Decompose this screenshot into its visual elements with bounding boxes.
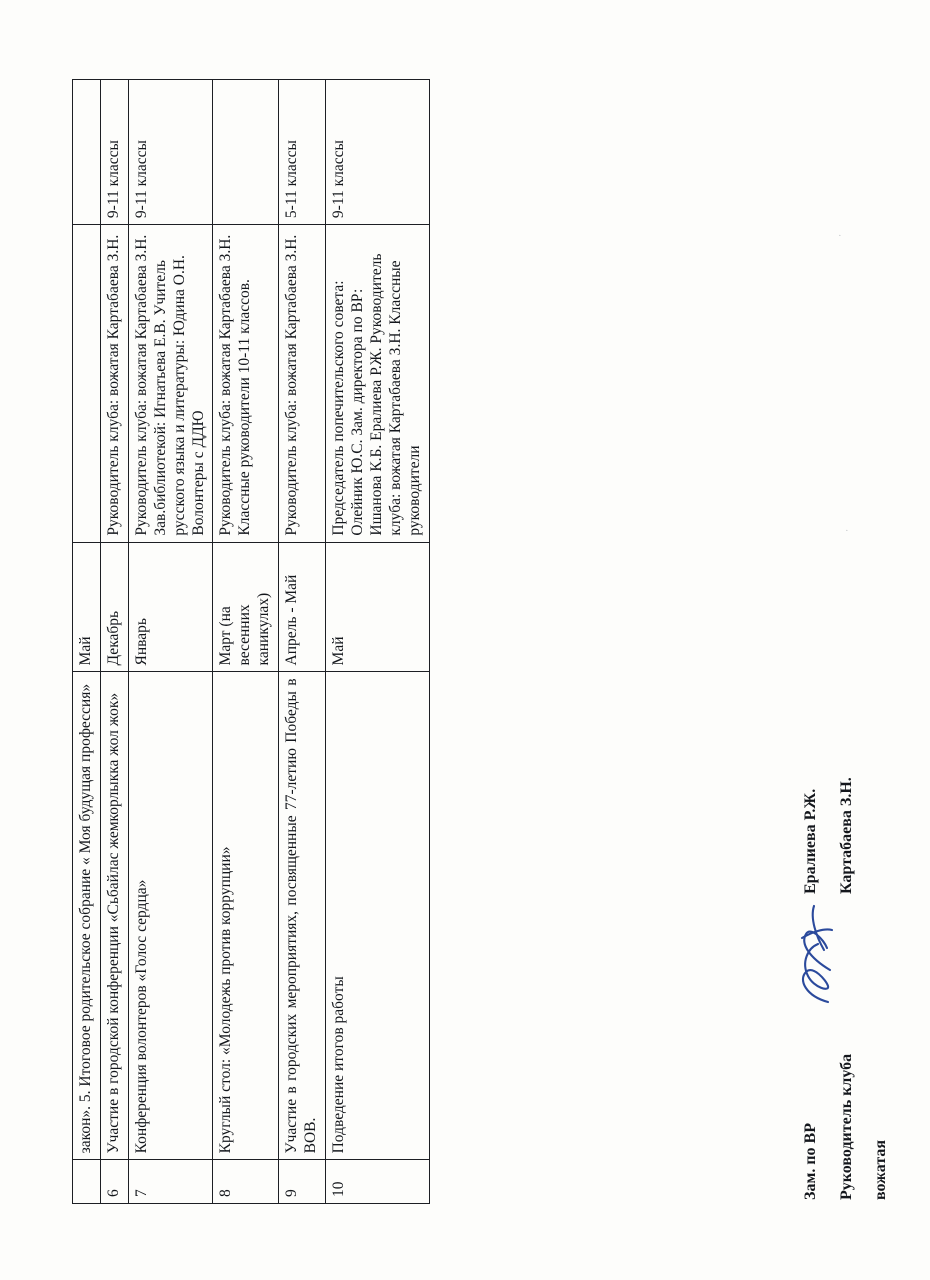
signature-role-line-1: Зам. по ВР bbox=[802, 1122, 819, 1200]
row-number-cell: 10 bbox=[325, 1160, 429, 1204]
row-date-cell: Май bbox=[73, 542, 101, 672]
row-number-cell: 8 bbox=[213, 1160, 279, 1204]
table-row bbox=[73, 80, 101, 1204]
signature-row-primary bbox=[800, 500, 834, 1200]
handwritten-signature-icon bbox=[794, 900, 834, 1010]
signature-row-tertiary bbox=[870, 500, 892, 1200]
row-event-cell: закон». 5. Итоговое родительское собрание « Моя будущая профессия» bbox=[73, 672, 101, 1160]
row-responsible-cell: Руководитель клуба: вожатая Картабаева З.Н. Зав.библиотекой: Игнатьева Е.В. Учитель русского языка и литературы: Юдина О.Н. Волонтеры с ДДЮ bbox=[128, 225, 213, 543]
row-date-cell: Март (на весенних каникулах) bbox=[213, 542, 279, 672]
row-grades-cell: 9-11 классы bbox=[325, 80, 429, 225]
signature-spacer bbox=[830, 900, 870, 1010]
row-event-cell: Участие в городской конференции «Сьбайлас жемкорлыкка жол жок» bbox=[100, 672, 128, 1160]
row-date-cell: Май bbox=[325, 542, 429, 672]
row-responsible-cell: Руководитель клуба: вожатая Картабаева З.Н. Классные руководители 10-11 классов. bbox=[213, 225, 279, 543]
row-grades-cell: 9-11 классы bbox=[128, 80, 213, 225]
signature-block bbox=[800, 500, 892, 1200]
signature-role-line-2: Руководитель клуба bbox=[838, 1053, 855, 1200]
scan-artifact-mark: · bbox=[838, 230, 842, 242]
activity-plan-table bbox=[72, 79, 430, 1204]
row-number-cell: 9 bbox=[279, 1160, 326, 1204]
table-row bbox=[325, 80, 429, 1204]
signature-name-line-1: Ералиева Р.Ж. bbox=[802, 788, 819, 894]
row-event-cell: Круглый стол: «Молодежь против коррупции» bbox=[213, 672, 279, 1160]
table-row bbox=[279, 80, 326, 1204]
table-row bbox=[128, 80, 213, 1204]
signature-name-line-2: Картабаева З.Н. bbox=[838, 777, 855, 894]
row-number-cell bbox=[73, 1160, 101, 1204]
signature-role-line-3: вожатая bbox=[872, 1139, 889, 1200]
signature-row-secondary bbox=[836, 500, 870, 1200]
table-row bbox=[100, 80, 128, 1204]
row-responsible-cell bbox=[73, 225, 101, 543]
row-grades-cell bbox=[73, 80, 101, 225]
row-event-cell: Подведение итогов работы bbox=[325, 672, 429, 1160]
row-responsible-cell: Руководитель клуба: вожатая Картабаева З.Н. bbox=[279, 225, 326, 543]
table-row bbox=[213, 80, 279, 1204]
row-event-cell: Конференция волонтеров «Голос сердца» bbox=[128, 672, 213, 1160]
row-event-cell: Участие в городских мероприятиях, посвященные 77-летию Победы в ВОВ. bbox=[279, 672, 326, 1160]
row-date-cell: Декабрь bbox=[100, 542, 128, 672]
row-grades-cell: 9-11 классы bbox=[100, 80, 128, 225]
row-grades-cell bbox=[213, 80, 279, 225]
row-number-cell: 6 bbox=[100, 1160, 128, 1204]
row-responsible-cell: Руководитель клуба: вожатая Картабаева З.Н. bbox=[100, 225, 128, 543]
row-date-cell: Январь bbox=[128, 542, 213, 672]
row-date-cell: Апрель - Май bbox=[279, 542, 326, 672]
row-number-cell: 7 bbox=[128, 1160, 213, 1204]
scan-artifact-mark: · bbox=[845, 525, 849, 537]
row-grades-cell: 5-11 классы bbox=[279, 80, 326, 225]
row-responsible-cell: Председатель попечительского совета: Олейник Ю.С. Зам. директора по ВР: Ишанова К.Б. Ералиева Р.Ж. Руководитель клуба: вожатая Картабаева З.Н. Классные руководители bbox=[325, 225, 429, 543]
